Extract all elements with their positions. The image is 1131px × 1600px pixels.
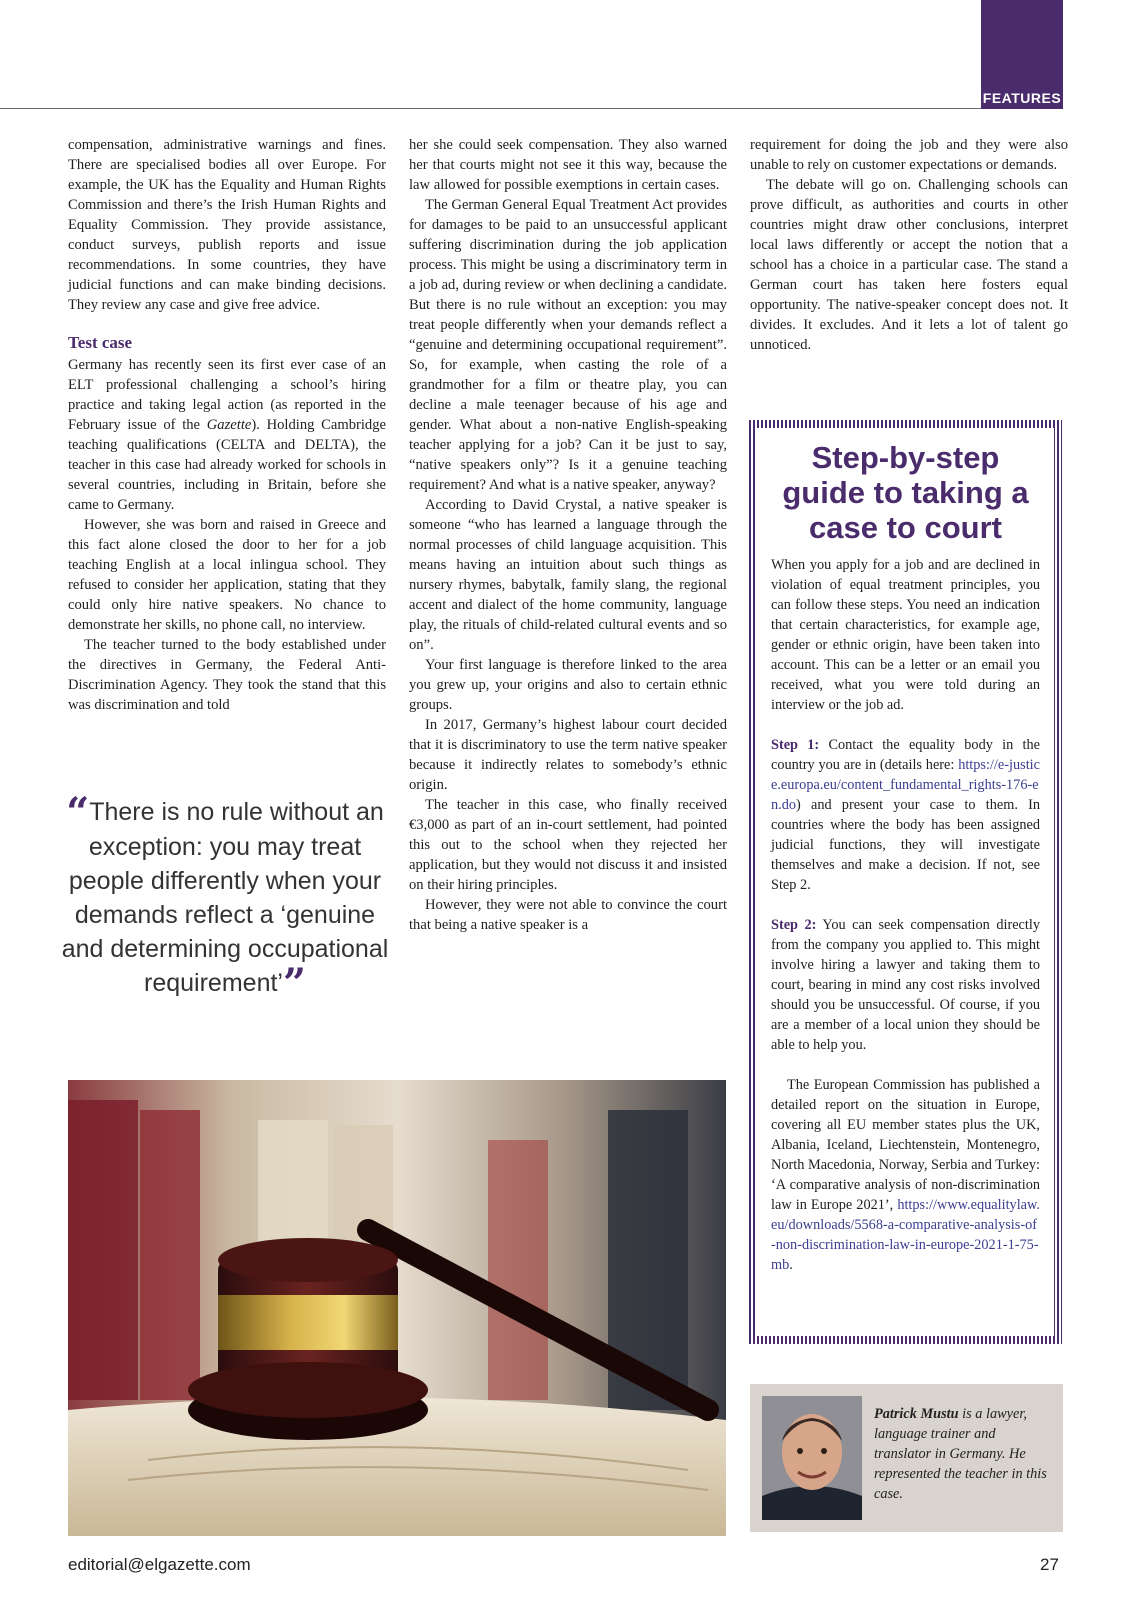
author-name: Patrick Mustu — [874, 1406, 959, 1422]
paragraph: compensation, administrative warnings and fines. There are specialised bodies all over Europe. For example, the UK has the Equality and Human Rights Commission and there’s the Irish Human Rights and Equality Commission. They provide assistance, conduct surveys, publish reports and issue recommendations. In some countries, they have judicial functions and can make binding decisions. They review any case and give free advice. — [68, 137, 386, 313]
close-quote-mark: ” — [282, 960, 306, 1007]
publication-name: Gazette — [206, 417, 252, 433]
paragraph: The debate will go on. Challenging schools can prove difficult, as authorities and courts in other countries might draw other conclusions, interpret local laws differently or accept the notion that a school has a choice in a particular case. The stand a German court has taken here fosters equal opportunity. The native-speaker concept does not. It divides. It excludes. And it lets a lot of talent go unnoticed. — [750, 177, 1068, 353]
paragraph: requirement for doing the job and they were also unable to rely on customer expectations or demands. — [750, 137, 1068, 173]
paragraph: The teacher in this case, who finally received €3,000 as part of an in-court settlement, had pointed this out to the school when they rejected her application, but they would not discuss it and insisted on their hiring principles. — [409, 797, 727, 893]
footer-email[interactable]: editorial@elgazette.com — [68, 1555, 251, 1574]
author-bio-box — [750, 1384, 1063, 1532]
paragraph: The German General Equal Treatment Act provides for damages to be paid to an unsuccessful applicant suffering discrimination during the job application process. This might be using a discriminatory term in a job ad, during review or when declining a candidate. But there is no rule without an exception: you may treat people differently when your demands reflect a “genuine and determining occupational requirement”. So, for example, when casting the role of a grandmother for a film or theatre play, you can decline a male teenager because of his age and gender. What about a non-native English-speaking teacher applying for a job? Can it be just to say, “native speakers only”? Is it a genuine teaching requirement? And what is a native speaker, anyway? — [409, 197, 727, 493]
report-paragraph: The European Commission has published a detailed report on the situation in Europe, covering all EU member states plus the UK, Albania, Iceland, Liechtenstein, Montenegro, North Macedonia, Norway, Serbia and Turkey: ‘A comparative analysis of non-discrimination law in Europe 2021’, https://www.equalitylaw.eu/downloads/5568-a-comparative-analysis-of-non-discrimination-law-in-europe-2021-1-75-mb. — [771, 1077, 1040, 1273]
e-justice-link[interactable]: https://e-justice.europa.eu/content_fundamental_rights-176-en.do — [771, 757, 1040, 813]
gavel-photo — [68, 1080, 726, 1536]
step-2-label: Step 2: — [771, 917, 817, 933]
open-quote-mark: “ — [66, 789, 90, 836]
paragraph: her she could seek compensation. They also warned her that courts might not see it this way, because the law allowed for possible exemptions in certain cases. — [409, 137, 727, 193]
author-avatar — [762, 1396, 862, 1520]
step-2: Step 2: You can seek compensation directly from the company you applied to. This might involve hiring a lawyer and taking them to court, bearing in mind any cost risks involved should you be unsuccessful. Of course, if you are a member of a local union they should be able to help you. — [771, 917, 1040, 1053]
section-tab — [981, 0, 1063, 109]
header-rule — [0, 108, 1063, 109]
paragraph: In 2017, Germany’s highest labour court decided that it is discriminatory to use the term native speaker because it indirectly relates to somebody’s ethnic origin. — [409, 717, 727, 793]
sidebar-intro: When you apply for a job and are declined in violation of equal treatment principles, you can follow these steps. You need an indication that certain characteristics, for example age, gender or ethnic origin, have been taken into account. This can be a letter or an email you received, what you were told during an interview or the job ad. — [771, 557, 1040, 713]
article-column-3 — [750, 135, 1068, 355]
paragraph: Your first language is therefore linked to the area you grew up, your origins and also to certain ethnic groups. — [409, 657, 727, 713]
paragraph: However, she was born and raised in Greece and this fact alone closed the door to her for a job teaching English at a local inlingua school. They refused to consider her application, stating that they could only hire native speakers. No chance to demonstrate her skills, no phone call, no interview. — [68, 517, 386, 633]
section-label: FEATURES — [982, 90, 1062, 106]
equalitylaw-link[interactable]: https://www.equalitylaw.eu/downloads/5568-a-comparative-analysis-of-non-discrimination-law-in-europe-2021-1-75-mb — [771, 1197, 1040, 1273]
paragraph: However, they were not able to convince the court that being a native speaker is a — [409, 897, 727, 933]
article-column-2 — [409, 135, 727, 935]
author-bio: Patrick Mustu is a lawyer, language trainer and translator in Germany. He represented the teacher in this case. — [874, 1406, 1047, 1502]
article-column-1 — [68, 135, 386, 715]
pull-quote — [60, 789, 390, 1007]
sidebar-title: Step-by-step guide to taking a case to court — [782, 440, 1029, 545]
subheading-test-case: Test case — [68, 333, 133, 352]
sidebar-guide-box — [749, 420, 1062, 1344]
pull-quote-text: There is no rule without an exception: you may treat people differently when your demands reflect a ‘genuine and determining occupational requirement’ — [61, 798, 389, 997]
paragraph: Germany has recently seen its first ever case of an ELT professional challenging a school’s hiring practice and taking legal action (as reported in the February issue of the Gazette). Holding Cambridge teaching qualifications (CELTA and DELTA), the teacher in this case had already worked for schools in several countries, including in Britain, before she came to Germany. — [68, 357, 386, 513]
step-1: Step 1: Contact the equality body in the country you are in (details here: https://e-justice.europa.eu/content_fundamental_rights-176-en.do) and present your case to them. In countries where the body has been assigned judicial functions, they will investigate themselves and make a decision. If not, see Step 2. — [771, 737, 1040, 893]
paragraph: The teacher turned to the body established under the directives in Germany, the Federal Anti-Discrimination Agency. They took the stand that this was discrimination and told — [68, 637, 386, 713]
step-1-label: Step 1: — [771, 737, 820, 753]
paragraph: According to David Crystal, a native speaker is someone “who has learned a language through the normal processes of child language acquisition. This means having an intuition about such things as nursery rhymes, babytalk, family slang, the regional accent and dialect of the home community, language play, the rituals of child-related cultural events and so on”. — [409, 497, 727, 653]
page-number: 27 — [1040, 1555, 1059, 1574]
